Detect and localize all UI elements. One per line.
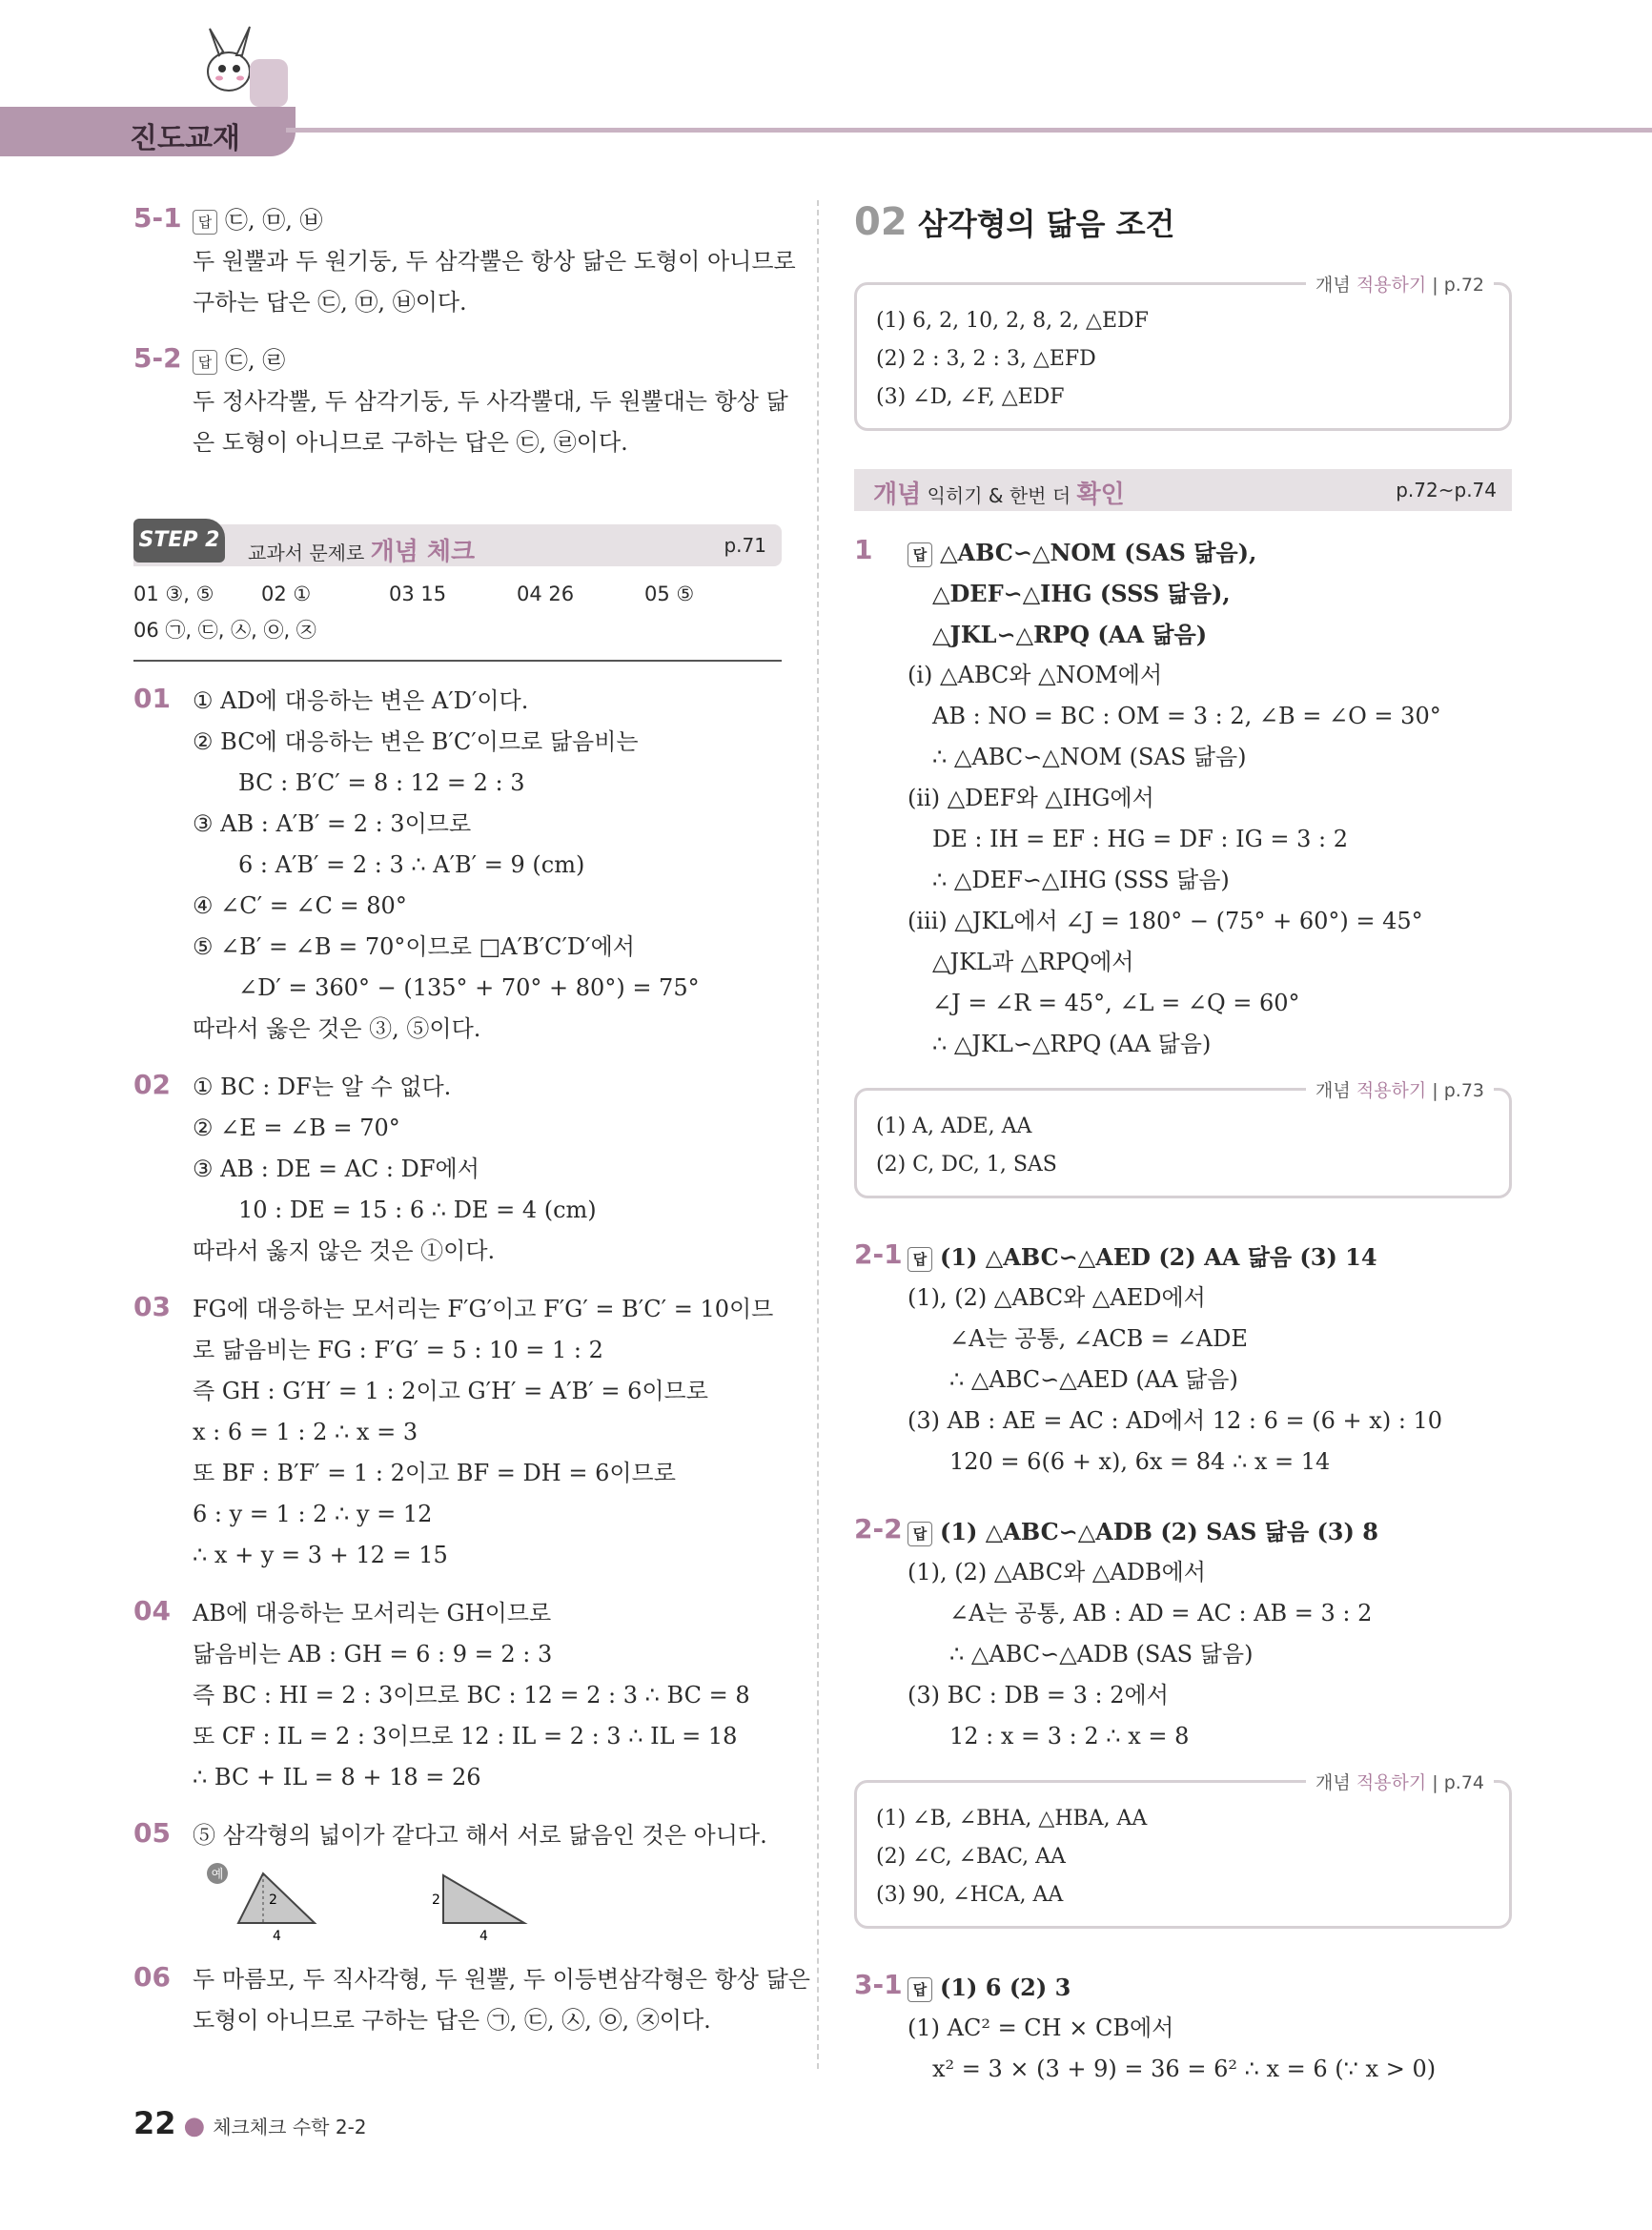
box-line: (2) ∠C, ∠BAC, AA: [876, 1845, 1066, 1869]
step-tag: STEP 2: [133, 519, 225, 563]
text-line: x² = 3 × (3 + 9) = 36 = 6² ∴ x = 6 (∵ x > 0): [932, 2056, 1437, 2082]
answer-text: ㉢, ㉣: [225, 347, 286, 374]
box-line: (2) 2 : 3, 2 : 3, △EFD: [876, 347, 1096, 371]
text-line: ∠D′ = 360° − (135° + 70° + 80°) = 75°: [238, 974, 700, 1001]
text-line: 10 : DE = 15 : 6 ∴ DE = 4 (cm): [238, 1197, 597, 1223]
question-01: [133, 681, 782, 1050]
text-line: ∴ △ABC∽△NOM (SAS 닮음): [932, 744, 1247, 770]
triangles-figure: [200, 1856, 601, 1942]
step2-bar: [133, 524, 782, 566]
tri1-base-label: 4: [273, 1929, 281, 1942]
answer-icon: 답: [193, 210, 217, 235]
text-line: ③ AB : A′B′ = 2 : 3이므로: [193, 810, 472, 837]
text-line: (1) AC² = CH × CB에서: [908, 2015, 1174, 2041]
text-line: (1), (2) △ABC와 △ADB에서: [908, 1559, 1206, 1586]
question-04: [133, 1593, 782, 1798]
answer-text: ㉢, ㉤, ㉥: [225, 207, 323, 234]
text-line: AB에 대응하는 모서리는 GH이므로: [193, 1600, 552, 1626]
box-tag: 개념 적용하기 | p.73: [1306, 1072, 1494, 1110]
text-line: ∠J = ∠R = 45°, ∠L = ∠Q = 60°: [932, 990, 1300, 1016]
problem-number: 2-1: [854, 1238, 903, 1270]
text-line: 6 : A′B′ = 2 : 3 ∴ A′B′ = 9 (cm): [238, 851, 585, 878]
problem-number: 1: [854, 534, 873, 565]
text-line: (3) AB : AE = AC : AD에서 12 : 6 = (6 + x) : 10: [908, 1407, 1443, 1434]
answer-icon: 답: [908, 1977, 932, 2002]
box-line: (1) ∠B, ∠BHA, △HBA, AA: [876, 1807, 1148, 1831]
text-line: ⑤ ∠B′ = ∠B = 70°이므로 □A′B′C′D′에서: [193, 933, 635, 960]
book-title: 체크체크 수학 2-2: [213, 2116, 367, 2138]
box-line: (1) A, ADE, AA: [876, 1115, 1032, 1138]
text-line: 또 CF : IL = 2 : 3이므로 12 : IL = 2 : 3 ∴ IL = 18: [193, 1723, 738, 1749]
section-number: 02: [854, 200, 908, 244]
section-title: [854, 200, 1512, 244]
tri2-height-label: 2: [432, 1892, 440, 1908]
problem-5-1: [133, 200, 796, 323]
rabbit-mascot-icon: [191, 19, 296, 114]
example-mark: 예: [211, 1868, 224, 1882]
concept-check-bar: [854, 469, 1512, 511]
box-line: (3) ∠D, ∠F, △EDF: [876, 385, 1065, 409]
text-line: 은 도형이 아니므로 구하는 답은 ㉢, ㉣이다.: [193, 429, 628, 456]
question-number: 03: [133, 1291, 171, 1322]
problem-5-2: [133, 340, 788, 463]
text-line: 즉 BC : HI = 2 : 3이므로 BC : 12 = 2 : 3 ∴ BC = 8: [193, 1682, 750, 1708]
text-line: ③ AB : DE = AC : DF에서: [193, 1156, 479, 1182]
tri1-height-label: 2: [269, 1892, 277, 1908]
text-line: 닮음비는 AB : GH = 6 : 9 = 2 : 3: [193, 1641, 553, 1667]
text-line: ∴ △DEF∽△IHG (SSS 닮음): [932, 867, 1230, 893]
text-line: ② BC에 대응하는 변은 B′C′이므로 닮음비는: [193, 728, 639, 755]
text-line: 12 : x = 3 : 2 ∴ x = 8: [949, 1723, 1190, 1749]
concept-apply-box-2: [854, 1080, 1512, 1198]
question-number: 05: [133, 1817, 171, 1849]
question-02: [133, 1067, 782, 1272]
box-line: (2) C, DC, 1, SAS: [876, 1153, 1057, 1176]
question-03: [133, 1289, 782, 1576]
question-06: [133, 1959, 810, 2041]
step-title-main: 개념 체크: [370, 538, 476, 566]
text-line: BC : B′C′ = 8 : 12 = 2 : 3: [238, 769, 525, 796]
text-line: 또 BF : B′F′ = 1 : 2이고 BF = DH = 6이므로: [193, 1460, 676, 1486]
text-line: ∴ △ABC∽△AED (AA 닮음): [949, 1366, 1238, 1393]
text-line: ① AD에 대응하는 변은 A′D′이다.: [193, 687, 529, 714]
text-line: (1), (2) △ABC와 △AED에서: [908, 1284, 1206, 1311]
step-title-prefix: 교과서 문제로: [248, 542, 365, 564]
answer-line: 답 (1) 6 (2) 3: [854, 1967, 1512, 2008]
text-line: ∴ △JKL∽△RPQ (AA 닮음): [932, 1031, 1212, 1057]
bullet-icon: ●: [183, 2112, 206, 2140]
answer-icon: 답: [193, 350, 217, 375]
text-line: ⑤ 삼각형의 넓이가 같다고 해서 서로 닮음인 것은 아니다.: [193, 1822, 767, 1849]
text-line: ∠A는 공통, AB : AD = AC : AB = 3 : 2: [949, 1600, 1373, 1626]
answer-line: △JKL∽△RPQ (AA 닮음): [932, 621, 1208, 648]
concept-apply-box-3: [854, 1772, 1512, 1929]
question-05: [133, 1815, 782, 1942]
question-number: 04: [133, 1595, 171, 1626]
text-line: 따라서 옳은 것은 ③, ⑤이다.: [193, 1015, 481, 1042]
quick-answer: 06 ㉠, ㉢, ㉦, ㉧, ㉨: [133, 619, 316, 642]
text-line: AB : NO = BC : OM = 3 : 2, ∠B = ∠O = 30°: [932, 703, 1441, 729]
box-line: (3) 90, ∠HCA, AA: [876, 1883, 1064, 1907]
text-line: 6 : y = 1 : 2 ∴ y = 12: [193, 1501, 433, 1527]
answer-icon: 답: [908, 1522, 932, 1546]
text-line: (ⅱ) △DEF와 △IHG에서: [908, 785, 1154, 811]
answer-line: 답 △ABC∽△NOM (SAS 닮음),: [854, 532, 1512, 573]
text-line: (ⅲ) △JKL에서 ∠J = 180° − (75° + 60°) = 45°: [908, 908, 1423, 934]
problem-number: 5-2: [133, 342, 182, 374]
answer-icon: 답: [908, 542, 932, 567]
text-line: 로 닮음비는 FG : F′G′ = 5 : 10 = 1 : 2: [193, 1337, 603, 1363]
example-triangles: [200, 1856, 782, 1942]
text-line: ∴ x + y = 3 + 12 = 15: [193, 1542, 448, 1568]
answer-line: 답 (1) △ABC∽△ADB (2) SAS 닮음 (3) 8: [854, 1511, 1512, 1552]
quick-answer: 01 ③, ⑤: [133, 583, 214, 605]
step-title: [248, 532, 475, 567]
quick-answer: 05 ⑤: [644, 583, 695, 605]
quick-answer: 02 ①: [261, 583, 312, 605]
text-line: 120 = 6(6 + x), 6x = 84 ∴ x = 14: [949, 1448, 1331, 1475]
text-line: ∴ BC + IL = 8 + 18 = 26: [193, 1764, 481, 1790]
concept-title: 개념 익히기 & 한번 더 확인: [873, 481, 1125, 509]
question-number: 02: [133, 1069, 171, 1100]
text-line: x : 6 = 1 : 2 ∴ x = 3: [193, 1419, 418, 1445]
tri2-base-label: 4: [479, 1929, 488, 1942]
text-line: ④ ∠C′ = ∠C = 80°: [193, 892, 407, 919]
problem-number: 5-1: [133, 202, 182, 234]
text-line: 도형이 아니므로 구하는 답은 ㉠, ㉢, ㉦, ㉧, ㉨이다.: [193, 2007, 711, 2034]
answer-line: △DEF∽△IHG (SSS 닮음),: [932, 580, 1231, 607]
text-line: (3) BC : DB = 3 : 2에서: [908, 1682, 1169, 1708]
quick-answers: [133, 576, 782, 648]
text-line: △JKL과 △RPQ에서: [932, 949, 1134, 975]
box-line: (1) 6, 2, 10, 2, 8, 2, △EDF: [876, 309, 1149, 333]
answer-line: 답 (1) △ABC∽△AED (2) AA 닮음 (3) 14: [854, 1237, 1512, 1278]
right-column: [854, 200, 1512, 2109]
quick-answer: 04 26: [517, 583, 575, 605]
text-line: 두 원뿔과 두 원기둥, 두 삼각뿔은 항상 닮은 도형이 아니므로: [193, 248, 796, 275]
text-line: 즉 GH : G′H′ = 1 : 2이고 G′H′ = A′B′ = 6이므로: [193, 1378, 708, 1404]
text-line: ① BC : DF는 알 수 없다.: [193, 1074, 452, 1100]
box-tag: 개념 적용하기 | p.72: [1306, 266, 1494, 304]
problem-number: 2-2: [854, 1513, 903, 1545]
text-line: 두 정사각뿔, 두 삼각기둥, 두 사각뿔대, 두 원뿔대는 항상 닮: [193, 388, 788, 415]
text-line: FG에 대응하는 모서리는 F′G′이고 F′G′ = B′C′ = 10이므: [193, 1296, 774, 1322]
problem-number: 3-1: [854, 1969, 903, 2000]
concept-page: p.72~p.74: [1396, 479, 1497, 501]
text-line: (ⅰ) △ABC와 △NOM에서: [908, 662, 1163, 688]
problem-1: [854, 532, 1512, 1065]
divider: [133, 660, 782, 662]
problem-3-1: [854, 1967, 1512, 2090]
question-number: 01: [133, 683, 171, 714]
box-tag: 개념 적용하기 | p.74: [1306, 1764, 1494, 1802]
text-line: ② ∠E = ∠B = 70°: [193, 1115, 400, 1141]
header-label: 진도교재: [130, 122, 240, 155]
problem-2-2: [854, 1511, 1512, 1757]
step-page: p.71: [724, 534, 766, 557]
answer-icon: 답: [908, 1247, 932, 1272]
page-number: 22: [133, 2105, 176, 2141]
left-column: [133, 200, 810, 2058]
text-line: ∴ △ABC∽△ADB (SAS 닮음): [949, 1641, 1254, 1667]
quick-answer: 03 15: [389, 583, 447, 605]
column-divider: [817, 200, 819, 2069]
text-line: DE : IH = EF : HG = DF : IG = 3 : 2: [932, 826, 1349, 852]
page-footer: [133, 2105, 367, 2141]
text-line: 구하는 답은 ㉢, ㉤, ㉥이다.: [193, 289, 467, 316]
header-ribbon: [0, 107, 296, 156]
concept-apply-box-1: [854, 275, 1512, 431]
header-divider: [286, 128, 1652, 133]
text-line: ∠A는 공통, ∠ACB = ∠ADE: [949, 1325, 1248, 1352]
text-line: 따라서 옳지 않은 것은 ①이다.: [193, 1238, 496, 1264]
problem-2-1: [854, 1237, 1512, 1483]
text-line: 두 마름모, 두 직사각형, 두 원뿔, 두 이등변삼각형은 항상 닮은: [193, 1966, 810, 1993]
question-number: 06: [133, 1961, 171, 1993]
section-title-text: 삼각형의 닮음 조건: [917, 206, 1175, 242]
